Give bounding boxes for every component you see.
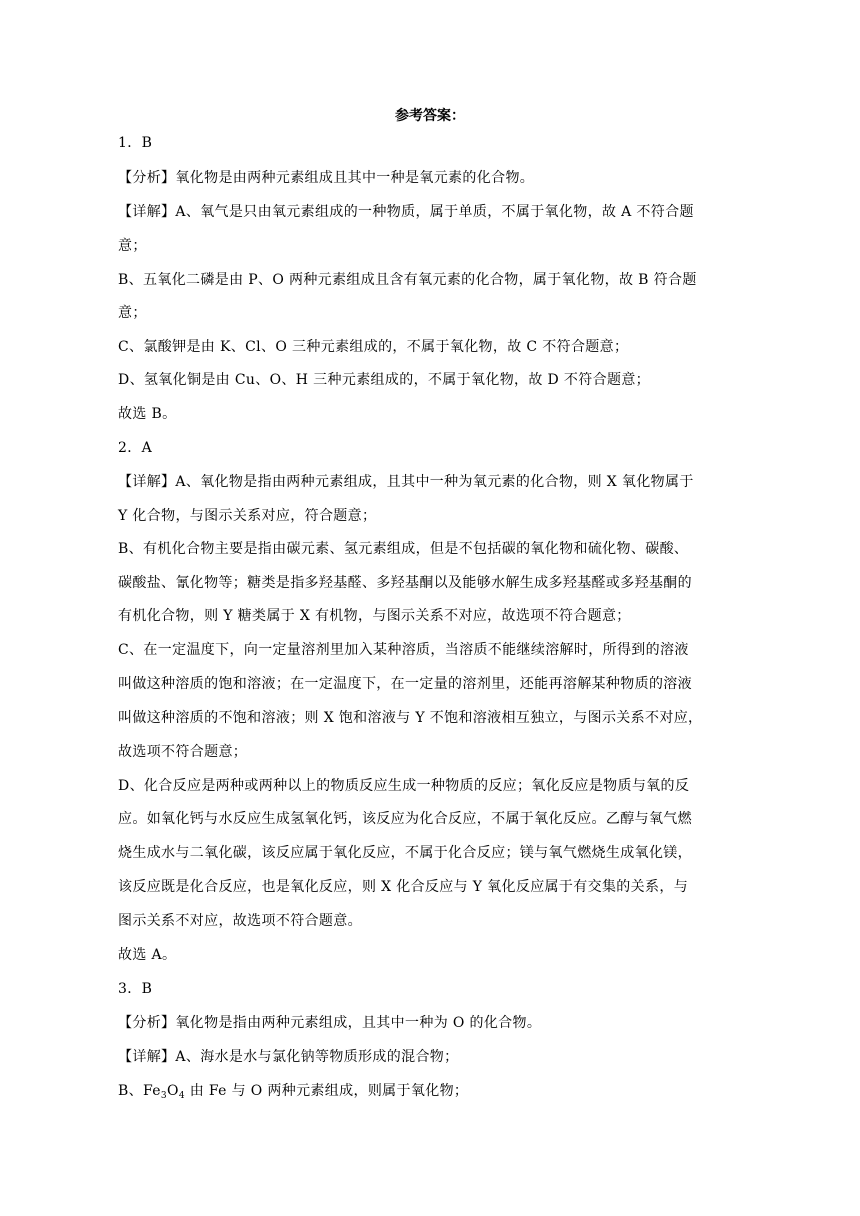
text-line: D、氢氧化铜是由 Cu、O、H 三种元素组成的，不属于氧化物，故 D 不符合题意；: [118, 372, 651, 388]
text-line: Y 化合物，与图示关系对应，符合题意；: [118, 508, 377, 524]
text-line: 图示关系不对应，故选项不符合题意。: [118, 913, 362, 929]
answer-2-number: 2．A: [118, 440, 153, 456]
text-line: B、五氧化二磷是由 P、O 两种元素组成且含有氧元素的化合物，属于氧化物，故 B 符合题: [118, 272, 697, 288]
text-line: 该反应既是化合反应，也是氧化反应，则 X 化合反应与 Y 氧化反应属于有交集的关系，与: [118, 879, 689, 895]
formula-element: O: [167, 1083, 179, 1099]
text-line: 故选项不符合题意；: [118, 744, 248, 760]
answer-3-number: 3．B: [118, 981, 153, 997]
text-line: 应。如氧化钙与水反应生成氢氧化钙，该反应为化合反应，不属于氧化反应。乙醇与氧气燃: [118, 811, 692, 827]
text-line: 【分析】氧化物是指由两种元素组成，且其中一种为 O 的化合物。: [118, 1015, 542, 1031]
text-line: 叫做这种溶质的不饱和溶液；则 X 饱和溶液与 Y 不饱和溶液相互独立，与图示关系不对应，: [118, 710, 703, 726]
text-line: B、有机化合物主要是指由碳元素、氢元素组成，但是不包括碳的氧化物和硫化物、碳酸、: [118, 541, 689, 557]
text-line: 叫做这种溶质的饱和溶液；在一定温度下，在一定量的溶剂里，还能再溶解某种物质的溶液: [118, 676, 692, 692]
text-line: 有机化合物，则 Y 糖类属于 X 有机物，与图示关系不对应，故选项不符合题意；: [118, 608, 631, 624]
text-line: 碳酸盐、氰化物等；糖类是指多羟基醛、多羟基酮以及能够水解生成多羟基醛或多羟基酮的: [118, 575, 692, 591]
formula-suffix: 由 Fe 与 O 两种元素组成，则属于氧化物；: [184, 1083, 469, 1099]
text-line: 【详解】A、氧化物是指由两种元素组成，且其中一种为氧元素的化合物，则 X 氧化物属于: [118, 474, 694, 490]
text-line: C、在一定温度下，向一定量溶剂里加入某种溶质，当溶质不能继续溶解时，所得到的溶液: [118, 642, 689, 658]
text-line: 故选 B。: [118, 406, 177, 422]
text-line: 【详解】A、海水是水与氯化钠等物质形成的混合物；: [118, 1049, 459, 1065]
formula-prefix: B、Fe: [118, 1083, 161, 1099]
text-line: 【分析】氧化物是由两种元素组成且其中一种是氧元素的化合物。: [118, 170, 535, 186]
formula-subscript: 3: [160, 1091, 167, 1101]
text-line: 【详解】A、氧气是只由氧元素组成的一种物质，属于单质，不属于氧化物，故 A 不符合题: [118, 204, 694, 220]
text-line: 意；: [118, 238, 147, 254]
page-title: 参考答案：: [395, 108, 465, 124]
answer-1-number: 1．B: [118, 135, 153, 151]
formula-subscript: 4: [178, 1091, 185, 1101]
text-line: C、氯酸钾是由 K、Cl、O 三种元素组成的，不属于氧化物，故 C 不符合题意；: [118, 339, 629, 355]
text-line: 故选 A。: [118, 947, 177, 963]
text-line: D、化合反应是两种或两种以上的物质反应生成一种物质的反应；氧化反应是物质与氧的反: [118, 778, 690, 794]
text-line-formula: [118, 1080, 738, 1104]
text-line: 烧生成水与二氧化碳，该反应属于氧化反应，不属于化合反应；镁与氧气燃烧生成氧化镁，: [118, 845, 692, 861]
text-line: 意；: [118, 305, 147, 321]
